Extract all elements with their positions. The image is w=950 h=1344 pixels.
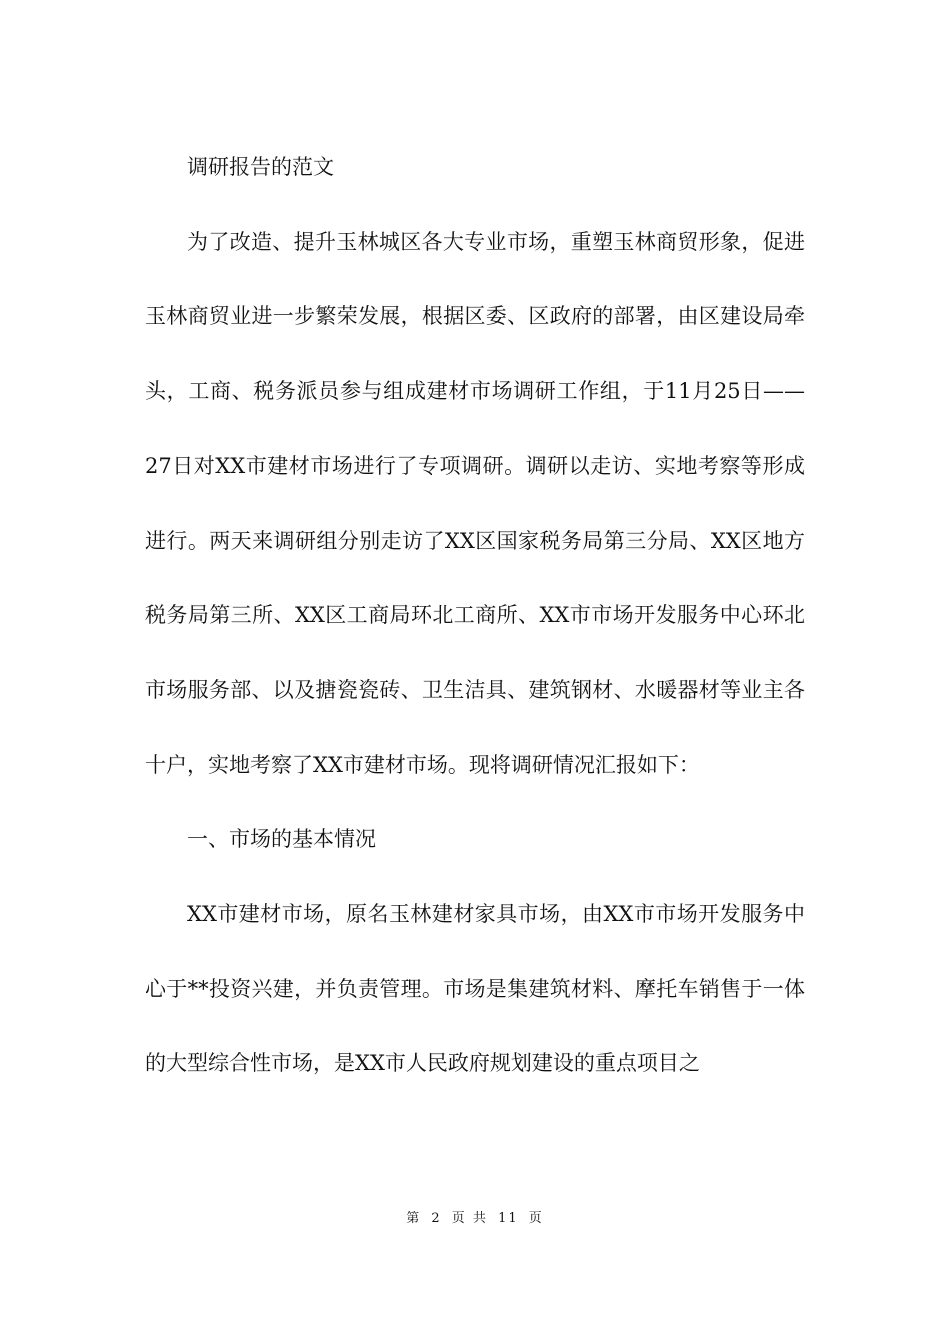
document-body [145, 130, 805, 1101]
section-heading: 一、市场的基本情况 [187, 827, 376, 852]
footer-current-page: 2 [431, 1211, 442, 1226]
footer-prefix: 第 [406, 1211, 422, 1226]
document-title: 调研报告的范文 [187, 155, 334, 179]
footer-suffix: 页 [528, 1211, 544, 1226]
paragraph-market-info: XX市建材市场，原名玉林建材家具市场，由XX市市场开发服务中心于**投资兴建，并负责管理。市场是集建筑材料、摩托车销售于一体的大型综合性市场，是XX市人民政府规划建设的重点项目之 [145, 902, 805, 1076]
footer-middle: 页 共 [451, 1211, 488, 1226]
footer-total-pages: 11 [498, 1211, 519, 1226]
paragraph-intro: 为了改造、提升玉林城区各大专业市场，重塑玉林商贸形象，促进玉林商贸业进一步繁荣发展，根据区委、区政府的部署，由区建设局牵头，工商、税务派员参与组成建材市场调研工作组，于11月25日——27日对XX市建材市场进行了专项调研。调研以走访、实地考察等形成进行。两天来调研组分别走访了XX区国家税务局第三分局、XX区地方税务局第三所、XX区工商局环北工商所、XX市市场开发服务中心环北市场服务部、以及搪瓷瓷砖、卫生洁具、建筑钢材、水暖器材等业主各十户，实地考察了XX市建材市场。现将调研情况汇报如下： [145, 229, 805, 777]
page-footer [0, 1207, 950, 1226]
